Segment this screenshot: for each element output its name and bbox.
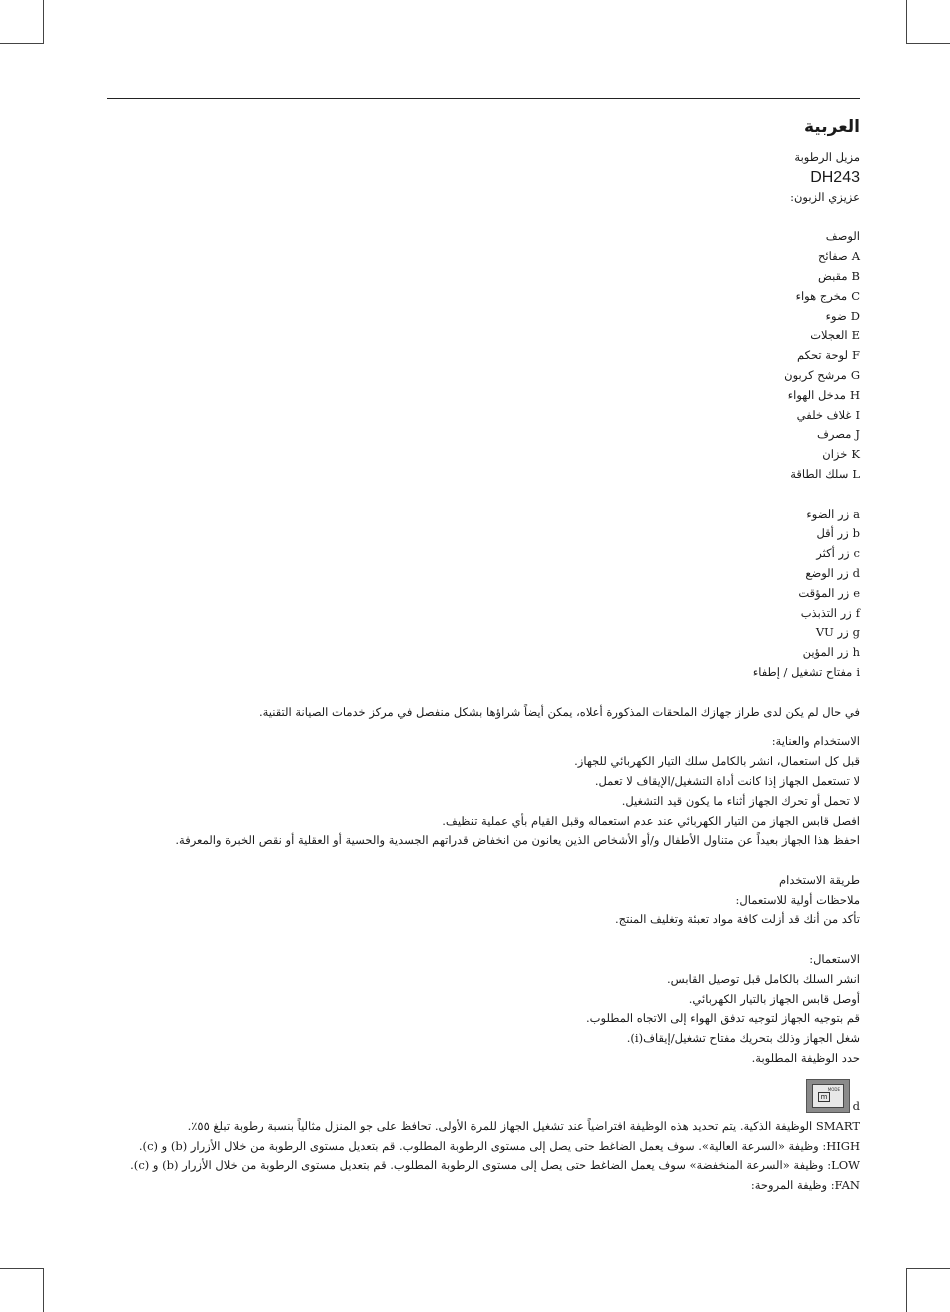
use-title: الاستعمال:: [809, 952, 860, 967]
item-label: مفتاح تشغيل / إطفاء: [752, 664, 853, 679]
mode-low: LOW: وظيفة «السرعة المنخفضة» سوف يعمل الضاغط حتى يصل إلى مستوى الرطوبة المطلوب. قم بتعديل مستوى الرطوبة من خلال الأزرار (b) و (c).: [130, 1158, 860, 1173]
item-key: i: [856, 664, 860, 679]
list-item: [107, 584, 860, 604]
crop-mark: [906, 1268, 907, 1312]
header-rule: [107, 98, 860, 99]
item-key: E: [851, 328, 860, 343]
item-label: زر الوضع: [805, 565, 849, 580]
list-item: [107, 425, 860, 445]
item-label: زر أقل: [816, 526, 849, 541]
mode-icon-row: [107, 1079, 860, 1117]
list-item: [107, 524, 860, 544]
item-key: B: [851, 268, 860, 283]
item-key: I: [855, 407, 860, 422]
list-item: [107, 643, 860, 663]
item-key: F: [852, 348, 860, 363]
language-heading: العربية: [803, 117, 860, 137]
list-item: [107, 623, 860, 643]
item-label: زر المؤقت: [798, 585, 850, 600]
crop-mark: [906, 1268, 950, 1269]
item-label: مصرف: [816, 427, 852, 442]
item-key: L: [852, 466, 860, 481]
item-label: مرشح كربون: [784, 367, 847, 382]
humidity-icon: m: [818, 1092, 830, 1102]
list-item: قم بتوجيه الجهاز لتوجيه تدفق الهواء إلى الاتجاه المطلوب.: [586, 1011, 860, 1026]
list-item: [107, 366, 860, 386]
item-key: f: [855, 605, 860, 620]
crop-mark: [0, 1268, 44, 1269]
list-item: [107, 445, 860, 465]
crop-mark: [0, 43, 44, 44]
mode-smart: SMART الوظيفة الذكية. يتم تحديد هذه الوظيفة افتراضياً عند تشغيل الجهاز للمرة الأولى. تحافظ على جو المنزل مثالياً بنسبة رطوبة تبلغ ٥٥٪.: [187, 1118, 860, 1133]
list-item: لا تحمل أو تحرك الجهاز أثناء ما يكون قيد التشغيل.: [621, 793, 860, 808]
mode-fan: FAN: وظيفة المروحة:: [750, 1178, 860, 1193]
how-to-use-title: طريقة الاستخدام: [779, 872, 860, 887]
notes-title: ملاحظات أولية للاستعمال:: [735, 892, 860, 907]
item-label: لوحة تحكم: [797, 348, 849, 363]
accessories-note: في حال لم يكن لدى طراز جهازك الملحقات المذكورة أعلاه، يمكن أيضاً شراؤها بشكل منفصل في مركز خدمات الصيانة التقنية.: [258, 704, 860, 719]
item-key: D: [850, 308, 860, 323]
list-item: انشر السلك بالكامل قبل توصيل القابس.: [667, 971, 860, 986]
parts-list: [107, 247, 860, 485]
item-label: سلك الطاقة: [790, 466, 849, 481]
item-key: G: [850, 367, 860, 382]
item-label: مدخل الهواء: [787, 387, 846, 402]
item-key: J: [855, 427, 860, 442]
list-item: [107, 505, 860, 525]
list-item: قبل كل استعمال، انشر بالكامل سلك التيار الكهربائي للجهاز.: [574, 754, 860, 769]
item-label: العجلات: [810, 328, 848, 343]
list-item: [107, 663, 860, 683]
list-item: [107, 406, 860, 426]
item-label: زر أكثر: [816, 546, 850, 561]
list-item: [107, 287, 860, 307]
mode-button-icon: [806, 1079, 850, 1113]
list-item: احفظ هذا الجهاز بعيداً عن متناول الأطفال و/أو الأشخاص الذين يعانون من انخفاض قدراتهم الجسدية والحسية أو العقلية أو نقص الخبرة والمعرفة.: [175, 833, 860, 848]
list-item: افصل قابس الجهاز من التيار الكهربائي عند عدم استعماله وقبل القيام بأي عملية تنظيف.: [442, 813, 860, 828]
model-number: DH243: [810, 168, 860, 186]
mode-high: HIGH: وظيفة «السرعة العالية». سوف يعمل الضاغط حتى يصل إلى مستوى الرطوبة المطلوب. قم بتعديل مستوى الرطوبة من خلال الأزرار (b) و (c).: [138, 1138, 860, 1153]
mode-icon-text: MODE: [827, 1086, 840, 1092]
item-key: b: [852, 526, 860, 541]
list-item: أوصل قابس الجهاز بالتيار الكهربائي.: [688, 991, 860, 1006]
product-name: مزيل الرطوبة: [794, 150, 860, 164]
item-key: A: [851, 249, 860, 264]
list-item: حدد الوظيفة المطلوبة.: [751, 1051, 860, 1066]
list-item: تأكد من أنك قد أزلت كافة مواد تعبئة وتغليف المنتج.: [615, 912, 860, 927]
item-key: g: [852, 625, 860, 640]
list-item: شغل الجهاز وذلك بتحريك مفتاح تشغيل/إيقاف(i).: [626, 1031, 860, 1046]
crop-mark: [43, 1268, 44, 1312]
item-label: ضوء: [825, 308, 847, 323]
list-item: [107, 564, 860, 584]
item-key: e: [853, 585, 860, 600]
item-key: H: [849, 387, 860, 402]
list-item: [107, 386, 860, 406]
item-key: a: [853, 506, 860, 521]
list-item: [107, 544, 860, 564]
item-key: c: [853, 546, 860, 561]
item-key: h: [852, 645, 860, 660]
item-key: C: [851, 288, 860, 303]
description-title: الوصف: [825, 229, 860, 244]
item-label: غلاف خلفي: [796, 407, 852, 422]
item-label: زر الضوء: [806, 506, 850, 521]
list-item: [107, 267, 860, 287]
list-item: [107, 604, 860, 624]
item-label: زر المؤين: [802, 645, 849, 660]
controls-list: [107, 505, 860, 683]
list-item: لا تستعمل الجهاز إذا كانت أداة التشغيل/الإيقاف لا تعمل.: [594, 773, 860, 788]
item-key: K: [851, 447, 860, 462]
item-label: خزان: [822, 447, 848, 462]
crop-mark: [906, 0, 907, 44]
manual-page: [107, 110, 860, 1196]
list-item: [107, 346, 860, 366]
mode-icon-label: d: [852, 1098, 860, 1113]
list-item: [107, 326, 860, 346]
item-label: زر VU: [815, 625, 849, 640]
usage-care-title: الاستخدام والعناية:: [771, 734, 860, 749]
item-key: d: [852, 565, 860, 580]
item-label: مقبض: [818, 268, 848, 283]
list-item: [107, 465, 860, 485]
crop-mark: [43, 0, 44, 44]
list-item: [107, 307, 860, 327]
greeting: عزيزي الزبون:: [790, 189, 860, 204]
item-label: صفائح: [817, 249, 848, 264]
list-item: [107, 247, 860, 267]
crop-mark: [906, 43, 950, 44]
item-label: مخرج هواء: [795, 288, 848, 303]
item-label: زر التذبذب: [800, 605, 852, 620]
